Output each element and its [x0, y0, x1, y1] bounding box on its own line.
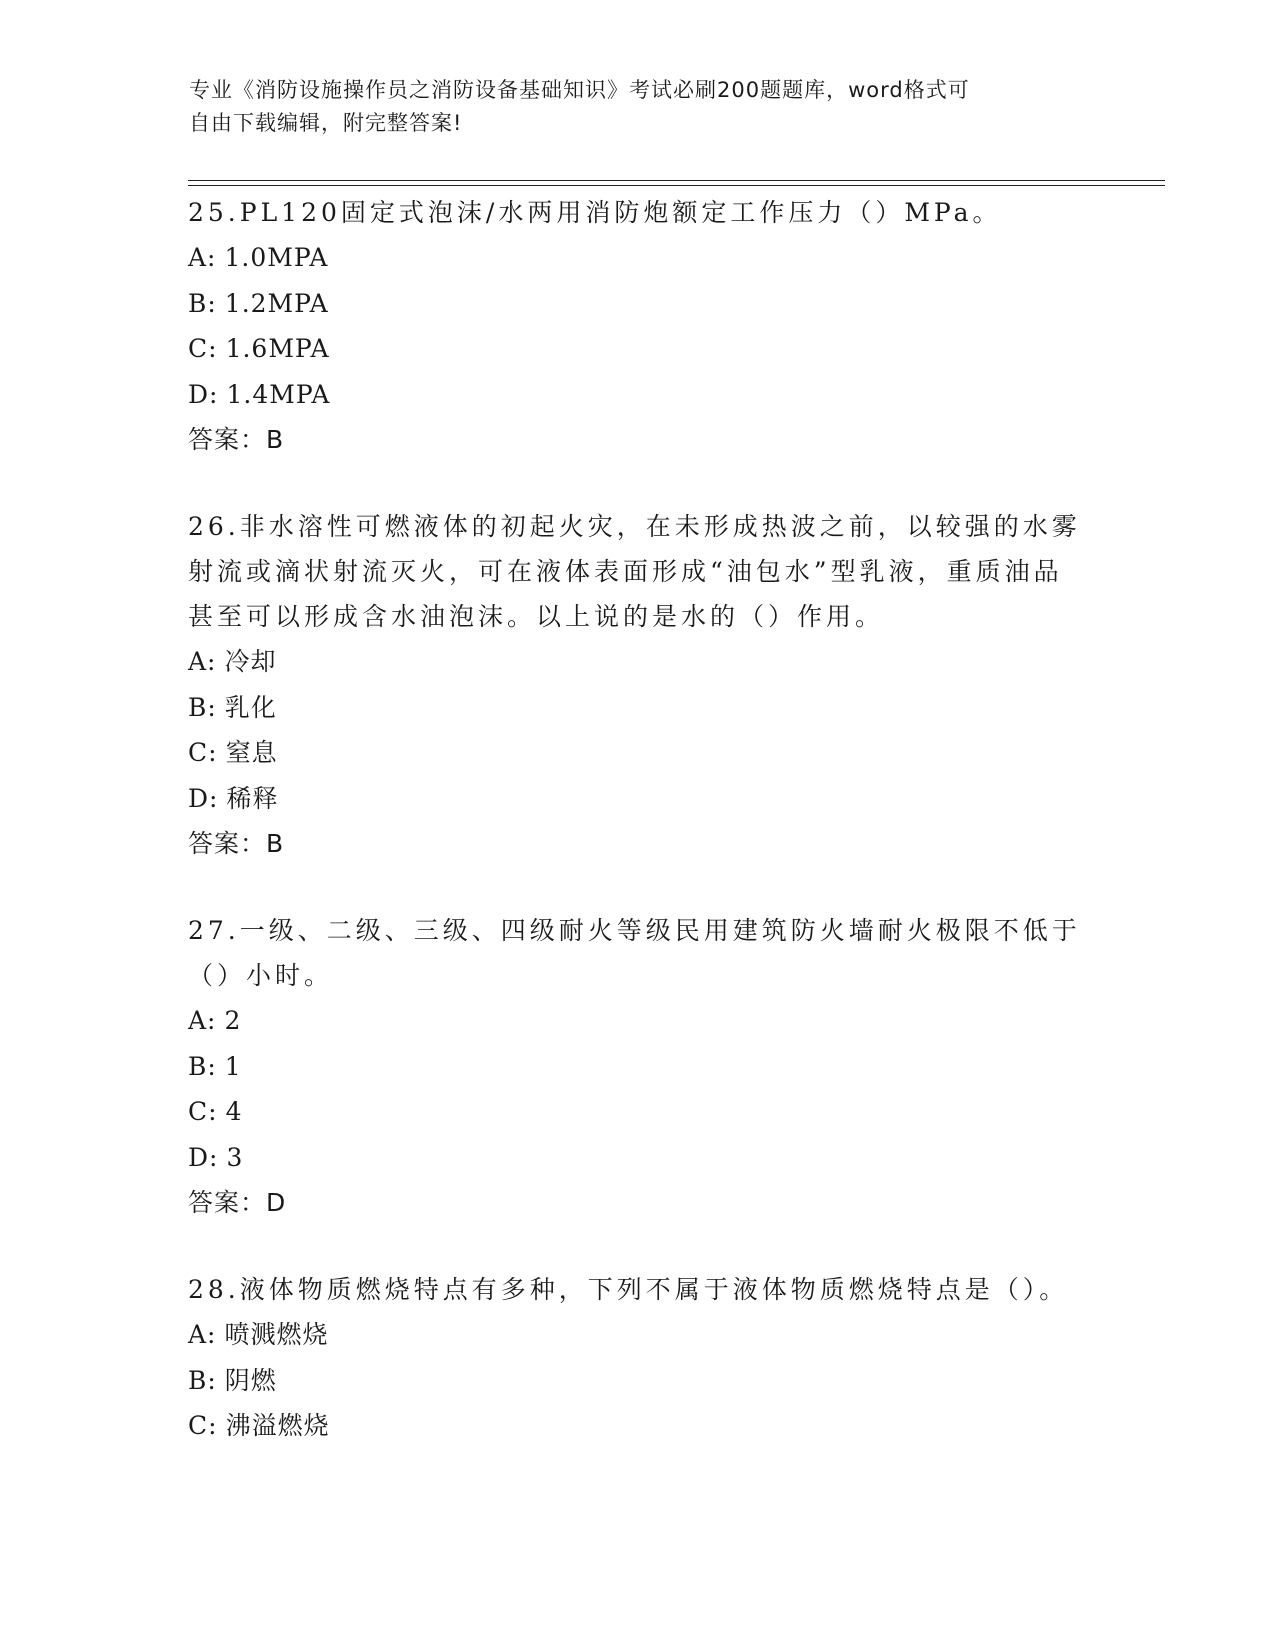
- option-value: 喷溅燃烧: [224, 1320, 329, 1349]
- option-d: [188, 372, 1088, 418]
- question-26: [188, 504, 1088, 866]
- option-c: [188, 326, 1088, 372]
- option-c: [188, 730, 1088, 776]
- option-label: B:: [188, 288, 217, 318]
- option-value: 1.6MPA: [225, 334, 330, 363]
- option-label: C:: [188, 738, 218, 767]
- option-a: [188, 1312, 1088, 1358]
- option-value: 3: [226, 1142, 244, 1172]
- option-label: A:: [188, 647, 217, 676]
- option-value: 2: [224, 1006, 242, 1035]
- question-25: [188, 190, 1088, 462]
- option-value: 1.0MPA: [224, 243, 329, 272]
- option-label: A:: [188, 243, 217, 272]
- option-value: 沸溢燃烧: [225, 1411, 330, 1440]
- option-d: [188, 1135, 1088, 1181]
- option-label: B:: [188, 1051, 217, 1081]
- question-27: [188, 908, 1088, 1225]
- option-value: 乳化: [224, 692, 277, 722]
- option-c: [188, 1089, 1088, 1135]
- question-text: 26.非水溶性可燃液体的初起火灾，在未形成热波之前，以较强的水雾射流或滴状射流灭火，可在液体表面形成“油包水”型乳液，重质油品甚至可以形成含水油泡沫。以上说的是水的（）作用。: [188, 512, 1081, 631]
- header-line-2: 自由下载编辑，附完整答案!: [189, 111, 463, 135]
- option-c: [188, 1403, 1088, 1449]
- option-label: C:: [188, 334, 218, 363]
- answer-text: 答案：B: [188, 829, 285, 858]
- option-b: [188, 1044, 1088, 1090]
- option-value: 1.4MPA: [226, 379, 331, 409]
- option-value: 窒息: [225, 738, 278, 767]
- option-b: [188, 1358, 1088, 1404]
- answer-text: 答案：D: [188, 1188, 287, 1217]
- document-header: [189, 74, 1089, 140]
- option-label: D:: [188, 1142, 219, 1172]
- option-label: A:: [188, 1320, 217, 1349]
- option-label: B:: [188, 692, 217, 722]
- question-text: 25.PL120固定式泡沫/水两用消防炮额定工作压力（）MPa。: [188, 198, 1002, 227]
- option-value: 1.2MPA: [224, 288, 329, 318]
- option-value: 阴燃: [224, 1365, 277, 1395]
- option-value: 稀释: [226, 783, 279, 813]
- option-value: 4: [225, 1097, 243, 1126]
- option-label: D:: [188, 379, 219, 409]
- option-a: [188, 235, 1088, 281]
- option-label: B:: [188, 1365, 217, 1395]
- option-a: [188, 998, 1088, 1044]
- question-28: [188, 1267, 1088, 1449]
- header-divider: [188, 180, 1165, 186]
- answer-text: 答案：B: [188, 425, 285, 454]
- option-label: C:: [188, 1097, 218, 1126]
- option-b: [188, 685, 1088, 731]
- option-value: 1: [224, 1051, 242, 1081]
- option-label: A:: [188, 1006, 217, 1035]
- header-line-1: 专业《消防设施操作员之消防设备基础知识》考试必刷200题题库，word格式可: [189, 78, 970, 102]
- option-b: [188, 281, 1088, 327]
- option-a: [188, 639, 1088, 685]
- question-text: 27.一级、二级、三级、四级耐火等级民用建筑防火墙耐火极限不低于（）小时。: [188, 916, 1081, 990]
- question-list: [188, 190, 1088, 1472]
- option-value: 冷却: [224, 647, 277, 676]
- option-label: D:: [188, 783, 219, 813]
- question-text: 28.液体物质燃烧特点有多种，下列不属于液体物质燃烧特点是（）。: [188, 1275, 1069, 1304]
- option-d: [188, 776, 1088, 822]
- option-label: C:: [188, 1411, 218, 1440]
